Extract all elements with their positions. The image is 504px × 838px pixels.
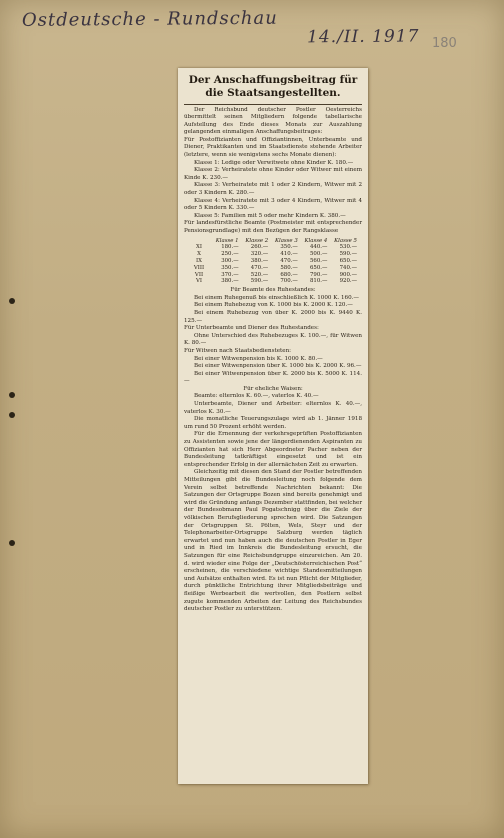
amount-cell: 380.—	[250, 257, 269, 264]
amount-cell: 580.—	[280, 264, 298, 271]
rank-class-cell: X	[197, 251, 201, 258]
amount-cell: 590.—	[250, 278, 269, 285]
article-paragraph: Ohne Unterschied des Ruhebezuges K. 100.—, für Witwen K. 80.—	[184, 332, 362, 347]
salary-column-header: Klasse 5	[334, 237, 357, 244]
rank-class-cell: IX	[196, 257, 202, 264]
archive-number: 180	[432, 36, 457, 51]
article-paragraph: Bei einem Ruhebezug von über K. 2000 bis K. 9440 K. 125.—	[184, 309, 362, 324]
newspaper-clipping	[178, 68, 368, 784]
article-paragraph: Der Reichsbund deutscher Postler Oesterreichs übermittelt seinen Mitgliedern folgende tabellarische Aufstellung des Ende dieses Monats zur Auszahlung gelangenden einmaligen Anschaffungsbeitrages:	[184, 106, 362, 136]
salary-table-header	[188, 238, 358, 245]
table-row	[188, 278, 358, 285]
article-paragraph: Bei einem Ruhegenuß bis einschließlich K. 1000 K. 160.—	[194, 294, 359, 301]
amount-cell: 470.—	[280, 257, 298, 264]
article-paragraph: Für Postoffizianten und Offiziantinnen, Unterbeamte und Diener, Praktikanten und im Staatsdienste stehende Arbeiter (letztere, wenn sie wenigstens sechs Monate dienen):	[184, 136, 362, 159]
handwritten-header	[22, 4, 452, 48]
amount-cell: 500.—	[309, 251, 328, 258]
amount-cell: 350.—	[280, 244, 298, 251]
article-paragraph: Unterbeamte, Diener und Arbeiter: elternlos K. 40.—, vaterlos K. 30.—	[184, 401, 362, 415]
salary-column-header: Klasse 4	[304, 237, 328, 244]
amount-cell: 180.—	[221, 244, 239, 251]
article-paragraph: Für Witwen nach Staatsbediensteten:	[184, 347, 292, 354]
amount-cell: 530.—	[339, 244, 357, 251]
punch-hole	[9, 412, 15, 418]
article-paragraph: Für Unterbeamte und Diener des Ruhestandes:	[184, 325, 319, 332]
amount-cell: 680.—	[280, 271, 298, 278]
amount-cell: 300.—	[221, 257, 239, 264]
handwritten-date: 14./II. 1917	[307, 26, 420, 48]
table-row	[188, 258, 358, 265]
newspaper-title: Ostdeutsche - Rundschau	[21, 7, 278, 31]
amount-cell: 260.—	[250, 244, 269, 251]
rank-class-cell: VII	[194, 271, 204, 278]
punch-hole	[9, 392, 15, 398]
amount-cell: 440.—	[309, 244, 328, 251]
amount-cell: 590.—	[339, 251, 357, 258]
amount-cell: 810.—	[309, 278, 328, 285]
article-body-part1	[184, 107, 362, 236]
salary-column-header: Klasse 1	[215, 237, 239, 244]
amount-cell: 250.—	[221, 251, 239, 258]
article-paragraph: Klasse 4: Verheiratete mit 3 oder 4 Kindern, Witwer mit 4 oder 5 Kindern K. 330.—	[184, 197, 362, 212]
article-paragraph: Beamte: elternlos K. 60.—, vaterlos K. 40.—	[194, 393, 319, 400]
clipping-content	[184, 74, 362, 614]
amount-cell: 560.—	[309, 257, 328, 264]
amount-cell: 920.—	[339, 278, 357, 285]
amount-cell: 470.—	[250, 264, 269, 271]
article-paragraph: Bei einer Witwenpension über K. 2000 bis K. 5000 K. 114.—	[184, 370, 362, 385]
table-row	[188, 265, 358, 272]
article-body-part2	[184, 287, 362, 614]
punch-hole	[9, 298, 15, 304]
article-headline: Der Anschaffungsbeitrag für die Staatsangestellten.	[188, 74, 358, 99]
article-paragraph: Für Beamte des Ruhestandes:	[230, 287, 316, 294]
rank-class-cell: VIII	[193, 264, 205, 271]
amount-cell: 320.—	[250, 251, 269, 258]
rank-class-cell: XI	[196, 244, 202, 251]
amount-cell: 410.—	[280, 251, 298, 258]
table-row	[188, 244, 358, 251]
article-paragraph: Für eheliche Waisen:	[243, 385, 303, 392]
salary-column-header: Klasse 3	[274, 237, 298, 244]
amount-cell: 700.—	[280, 278, 298, 285]
article-paragraph: Die monatliche Teuerungszulage wird ab 1. Jänner 1918 um rund 50 Prozent erhöht werden.	[184, 416, 362, 430]
salary-column-header	[188, 238, 210, 245]
table-row	[188, 251, 358, 258]
article-paragraph: Klasse 2: Verheiratete ohne Kinder oder Witwer mit einem Kinde K. 230.—	[184, 167, 362, 181]
amount-cell: 380.—	[221, 278, 239, 285]
salary-column-header: Klasse 2	[245, 237, 269, 244]
amount-cell: 790.—	[309, 271, 328, 278]
salary-table-body	[188, 244, 358, 285]
article-paragraph: Bei einer Witwenpension bis K. 1000 K. 80.—	[194, 355, 323, 362]
rank-class-cell: VI	[195, 278, 203, 285]
article-paragraph: Gleichzeitig mit diesen den Stand der Postler betreffenden Mitteilungen gibt die Bundesleitung noch folgende dem Verein selbst betreffende Nachrichten bekannt: Die Satzungen der Ortsgruppe Bozen sind bereits genehmigt und wird die Gründung anfangs Dezember stattfinden, bei welcher der Bundesobmann Paul Pogatschnigg über die Ziele der völkischen Berufsgliederung sprechen wird. Die Satzungen der Ortsgruppen St. Pölten, Wels, Steyr und der Telephonarbeiter-Ortsgruppe Salzburg werden täglich erwartet und nun haben auch die deutschen Postler in Eger und in Ried im Innkreis die Bundesleitung ersucht, die Satzungen für eine Reichsbundgruppe einzureichen. Am 20. d. wird wieder eine Folge der „Deutschösterreichischen Post“ erscheinen, die verschiedene wichtige Standesmitteilungen und Aufsätze enthalten wird. Es ist nun Pflicht der Mitglieder, durch pünktliche Entrichtung ihrer Mitgliedsbeiträge und fleißige Werbearbeit die wertvollen, den Postlern selbst zugute kommenden Arbeiten der Leitung des Reichsbundes deutscher Postler zu unterstützen.	[184, 469, 362, 613]
amount-cell: 370.—	[221, 271, 239, 278]
article-paragraph: Klasse 3: Verheiratete mit 1 oder 2 Kindern, Witwer mit 2 oder 3 Kindern K. 280.—	[184, 182, 362, 197]
article-paragraph: Klasse 1: Ledige oder Verwitwete ohne Kinder K. 180.—	[194, 159, 354, 166]
amount-cell: 650.—	[309, 264, 328, 271]
punch-hole	[9, 540, 15, 546]
amount-cell: 740.—	[339, 264, 357, 271]
amount-cell: 350.—	[221, 264, 239, 271]
amount-cell: 650.—	[339, 257, 357, 264]
article-paragraph: Bei einem Ruhebezug von K. 1000 bis K. 2000 K. 120.—	[194, 302, 353, 309]
amount-cell: 520.—	[250, 271, 269, 278]
amount-cell: 900.—	[339, 271, 357, 278]
article-paragraph: Für die Ernennung der verkehrsgeprüften Postoffizianten zu Assistenten sowie jene der längerdienenden Aspiranten zu Offizianten hat sich Herr Abgeordneter Pacher neben der Bundesleitung tatkräftigst eingesetzt und ist ein entsprechender Erfolg in der allernächsten Zeit zu erwarten.	[184, 431, 362, 468]
article-paragraph: Für landesfürstliche Beamte (Postmeister mit entsprechender Pensionsgrundlage) mit den Bezügen der Rangsklasse	[184, 220, 362, 234]
table-row	[188, 272, 358, 279]
article-paragraph: Bei einer Witwenpension über K. 1000 bis K. 2000 K. 96.—	[194, 363, 362, 370]
salary-table	[188, 238, 358, 286]
article-paragraph: Klasse 5: Familien mit 5 oder mehr Kindern K. 380.—	[194, 212, 346, 219]
divider	[184, 104, 362, 105]
